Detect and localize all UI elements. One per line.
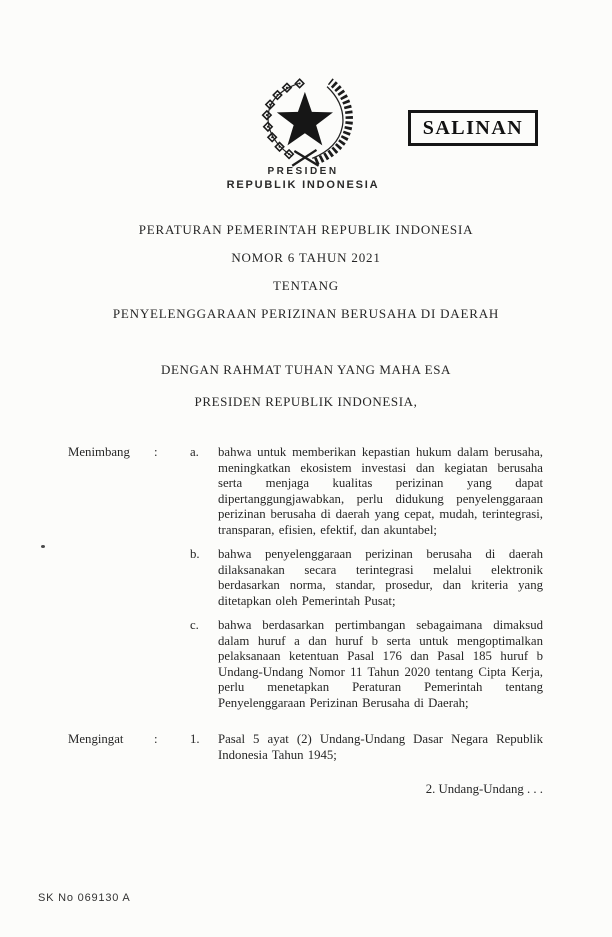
- presidential-emblem: [251, 75, 363, 170]
- authority-line: PRESIDEN REPUBLIK INDONESIA,: [194, 394, 418, 409]
- spacer: [68, 618, 154, 711]
- considering-item-marker: a.: [190, 445, 199, 459]
- considering-item-marker: c.: [190, 618, 199, 632]
- tentang-label: TENTANG: [273, 278, 339, 293]
- considering-section: [68, 445, 543, 711]
- letterhead: [153, 166, 453, 191]
- considering-item-text: bahwa penyelenggaraan perizinan berusaha di daerah dilaksanakan secara terintegrasi melalui elektronik berdasarkan norma, standar, prosedur, dan kriteria yang ditetapkan oleh Pemerintah Pusat;: [218, 547, 543, 608]
- considering-colon: :: [154, 445, 158, 459]
- recalling-item-marker: 1.: [190, 732, 200, 746]
- considering-item-text: bahwa untuk memberikan kepastian hukum dalam berusaha, meningkatkan ekosistem investasi dan kegiatan berusaha serta menjaga kualitas perizinan yang dapat dipertanggungjawabkan, perlu didukung penyelenggaraan perizinan berusaha di daerah yang cepat, mudah, terintegrasi, transparan, efisien, efektif, dan akuntabel;: [218, 445, 543, 537]
- regulation-number: NOMOR 6 TAHUN 2021: [231, 250, 381, 265]
- salinan-stamp: [408, 110, 538, 146]
- regulation-title: PERATURAN PEMERINTAH REPUBLIK INDONESIA: [138, 222, 474, 237]
- letterhead-presiden: PRESIDEN: [267, 166, 339, 177]
- considering-item-text: bahwa berdasarkan pertimbangan sebagaimana dimaksud dalam huruf a dan huruf b serta untuk mengoptimalkan pelaksanaan ketentuan Pasal 176 dan Pasal 185 huruf b Undang-Undang Nomor 11 Tahun 2020 tentang Cipta Kerja, perlu menetapkan Peraturan Pemerintah tentang Penyelenggaraan Perizinan Berusaha di Daerah;: [218, 618, 543, 710]
- catchword: 2. Undang-Undang . . .: [425, 782, 543, 796]
- invocation-line: DENGAN RAHMAT TUHAN YANG MAHA ESA: [160, 362, 452, 377]
- spacer: [154, 618, 190, 711]
- recalling-item-text: Pasal 5 ayat (2) Undang-Undang Dasar Negara Republik Indonesia Tahun 1945;: [218, 732, 543, 762]
- footer-document-code: SK No 069130 A: [38, 892, 131, 904]
- star-wreath-seal-icon: [251, 75, 363, 170]
- recalling-label: Mengingat: [68, 732, 124, 746]
- title-block: [0, 222, 612, 334]
- spacer: [68, 547, 154, 609]
- recalling-section: [68, 732, 543, 763]
- letterhead-republik-indonesia: REPUBLIK INDONESIA: [226, 179, 380, 191]
- regulation-subject: PENYELENGGARAAN PERIZINAN BERUSAHA DI DAERAH: [112, 306, 500, 321]
- spacer: [154, 547, 190, 609]
- considering-label: Menimbang: [68, 445, 130, 459]
- recalling-colon: :: [154, 732, 158, 746]
- salinan-stamp-label: SALINAN: [422, 116, 524, 139]
- considering-item-marker: b.: [190, 547, 200, 561]
- scan-artifact: [41, 545, 45, 548]
